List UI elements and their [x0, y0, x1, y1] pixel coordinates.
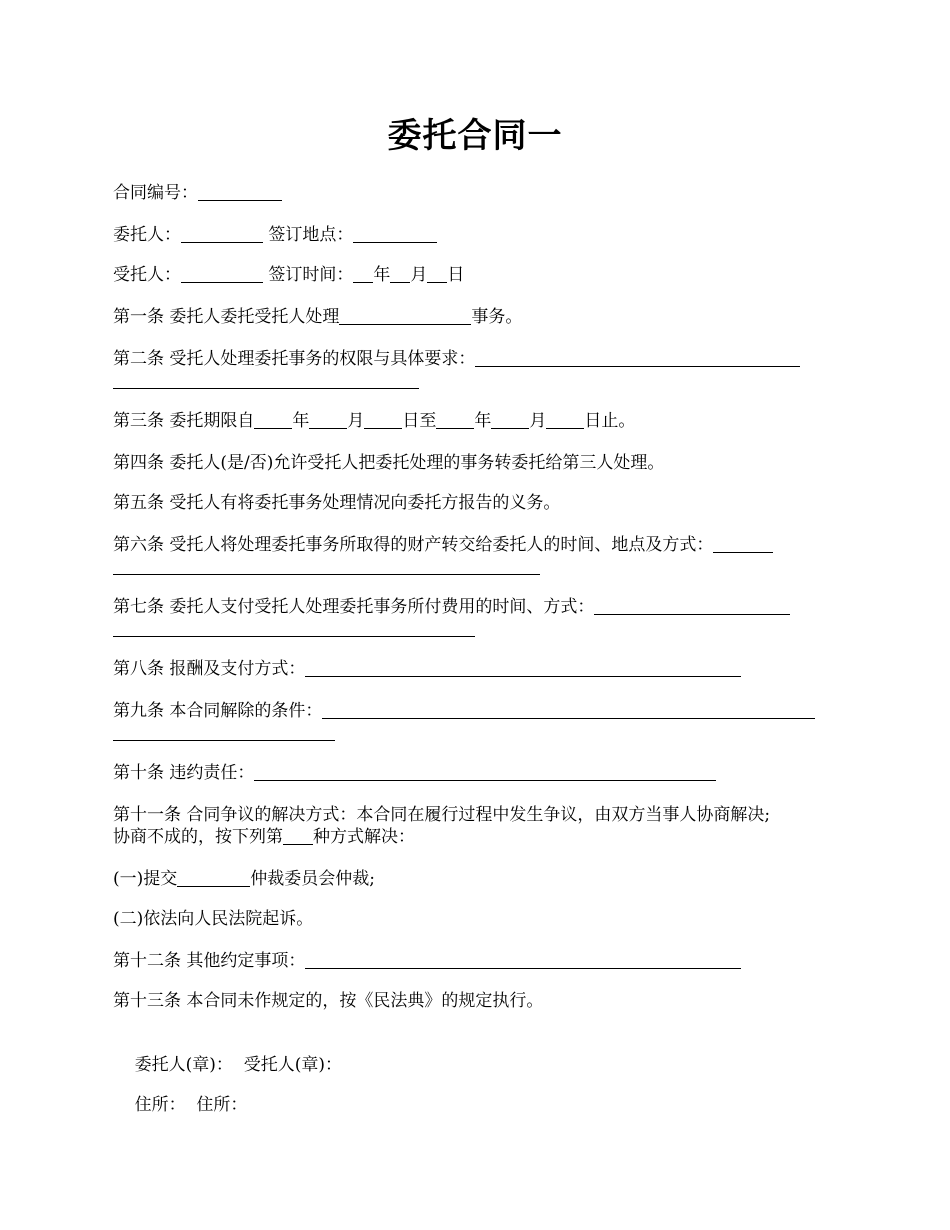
article-11-line-2 [113, 826, 838, 848]
article-7-continuation [113, 618, 838, 640]
article-3-to: 日至 [402, 411, 437, 431]
article-12-text: 第十二条 其他约定事项： [113, 951, 306, 971]
day-label: 日 [447, 265, 465, 285]
article-1-suffix: 事务。 [471, 307, 523, 327]
article-7-text: 第七条 委托人支付受托人处理委托事务所付费用的时间、方式： [113, 597, 595, 617]
seal-text: 委托人(章)： 受托人(章)： [134, 1055, 342, 1075]
option-1 [113, 868, 838, 890]
agent-line [113, 264, 838, 286]
principal-label: 委托人： [113, 225, 181, 245]
article-12-blank [305, 952, 741, 969]
end-year-label: 年 [474, 411, 492, 431]
article-11-blank [283, 828, 313, 845]
article-9-text: 第九条 本合同解除的条件： [113, 701, 323, 721]
agent-blank [181, 266, 263, 283]
contract-number-label: 合同编号： [113, 183, 198, 203]
address-text: 住所： 住所： [134, 1095, 248, 1115]
article-10 [113, 762, 838, 784]
article-12 [113, 950, 838, 972]
end-day-blank [546, 412, 584, 429]
article-2-blank [475, 350, 800, 367]
article-7-blank [594, 598, 790, 615]
sign-time-label: 签订时间： [268, 265, 354, 285]
sign-month-blank [390, 266, 410, 283]
start-year-blank [254, 412, 292, 429]
article-9-blank-2 [113, 724, 335, 741]
article-11-suffix: 种方式解决： [313, 827, 415, 847]
sign-year-blank [353, 266, 373, 283]
start-day-blank [364, 412, 402, 429]
article-9 [113, 700, 838, 722]
article-4-text: 第四条 委托人(是/否)允许受托人把委托处理的事务转委托给第三人处理。 [113, 453, 665, 473]
end-month-label: 月 [529, 411, 547, 431]
article-6-blank-2 [113, 558, 540, 575]
article-2-continuation [113, 370, 838, 392]
option-1-prefix: (一)提交 [113, 869, 178, 889]
contract-number-blank [198, 184, 282, 201]
article-8-text: 第八条 报酬及支付方式： [113, 659, 306, 679]
article-3 [113, 410, 838, 432]
option-2-text: (二)依法向人民法院起诉。 [113, 909, 314, 929]
article-10-text: 第十条 违约责任： [113, 763, 255, 783]
article-13-text: 第十三条 本合同未作规定的，按《民法典》的规定执行。 [113, 991, 544, 1011]
page-title: 委托合同一 [387, 116, 563, 156]
article-3-end: 日止。 [584, 411, 636, 431]
article-2-text: 第二条 受托人处理委托事务的权限与具体要求： [113, 349, 476, 369]
year-label: 年 [373, 265, 391, 285]
end-month-blank [491, 412, 529, 429]
article-5 [113, 492, 838, 514]
end-year-blank [436, 412, 474, 429]
article-5-text: 第五条 受托人有将委托事务处理情况向委托方报告的义务。 [113, 493, 561, 513]
agent-label: 受托人： [113, 265, 181, 285]
article-4 [113, 452, 838, 474]
article-1 [113, 306, 838, 328]
month-label: 月 [410, 265, 428, 285]
article-11-prefix: 协商不成的，按下列第 [113, 827, 283, 847]
principal-line [113, 224, 838, 246]
principal-blank [181, 226, 263, 243]
option-1-suffix: 仲裁委员会仲裁; [250, 869, 375, 889]
article-2 [113, 348, 838, 370]
article-11 [113, 804, 838, 826]
option-2 [113, 908, 838, 930]
article-6-text: 第六条 受托人将处理委托事务所取得的财产转交给委托人的时间、地点及方式： [113, 535, 714, 555]
article-1-text: 第一条 委托人委托受托人处理 [113, 307, 340, 327]
sign-place-blank [353, 226, 437, 243]
article-7-blank-2 [113, 620, 475, 637]
article-10-blank [254, 764, 716, 781]
article-1-blank [339, 308, 471, 325]
article-8 [113, 658, 838, 680]
start-year-label: 年 [292, 411, 310, 431]
start-month-label: 月 [347, 411, 365, 431]
address-line [113, 1072, 838, 1138]
contract-number-line [113, 182, 838, 204]
article-2-blank-2 [113, 372, 419, 389]
start-month-blank [309, 412, 347, 429]
article-6-blank [713, 536, 773, 553]
article-9-blank [322, 702, 815, 719]
article-6-continuation [113, 556, 838, 578]
sign-place-label: 签订地点： [268, 225, 354, 245]
article-6 [113, 534, 838, 556]
sign-day-blank [427, 266, 447, 283]
article-9-continuation [113, 722, 838, 744]
option-1-blank [177, 870, 250, 887]
article-11-text: 第十一条 合同争议的解决方式：本合同在履行过程中发生争议，由双方当事人协商解决; [113, 805, 771, 825]
article-7 [113, 596, 838, 618]
article-8-blank [305, 660, 741, 677]
article-13 [113, 990, 838, 1012]
article-3-text: 第三条 委托期限自 [113, 411, 255, 431]
